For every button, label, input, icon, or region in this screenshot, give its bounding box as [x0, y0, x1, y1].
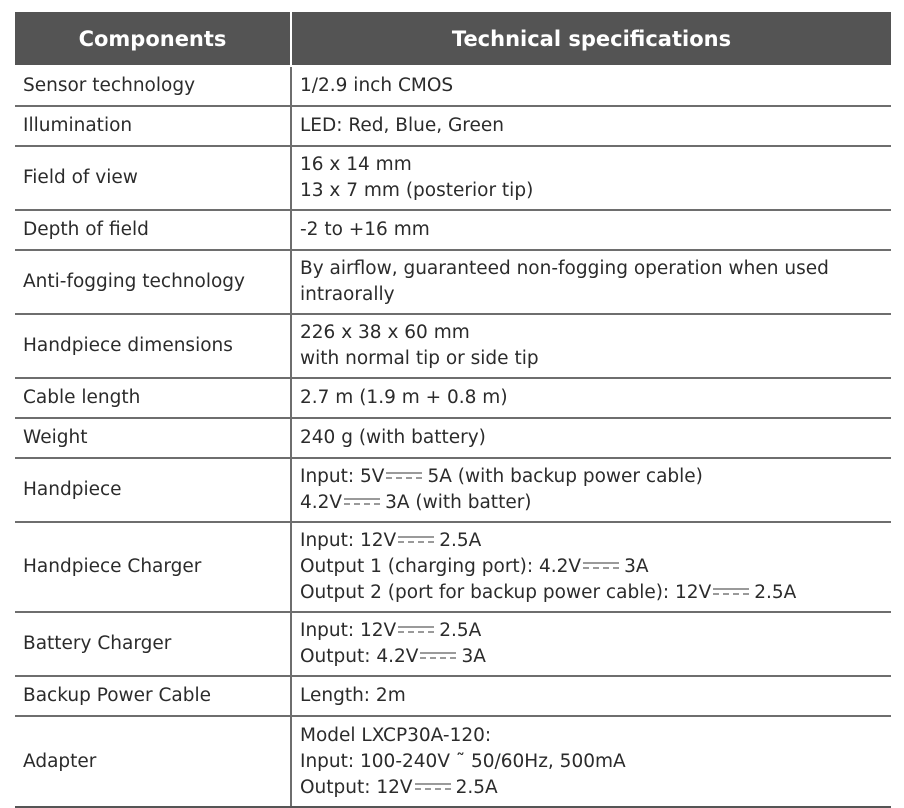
spec-text: 5A (with backup power cable) [427, 466, 703, 487]
dc-current-icon [712, 585, 750, 599]
table-row [15, 314, 891, 378]
spec-line [300, 775, 883, 801]
dc-current-icon [419, 649, 457, 663]
spec-line [300, 464, 883, 490]
table-row [15, 716, 891, 807]
spec-text: Output 2 (port for backup power cable): 12V [300, 582, 712, 603]
spec-text: 2.5A [439, 620, 482, 641]
component-name: Illumination [15, 106, 291, 146]
spec-line [300, 554, 883, 580]
table-row [15, 458, 891, 522]
component-name: Handpiece [15, 458, 291, 522]
table-body [15, 66, 891, 807]
dc-current-icon [414, 780, 452, 794]
specification-value [291, 418, 891, 458]
dc-current-icon [397, 533, 435, 547]
spec-line [300, 113, 883, 139]
spec-text: 240 g (with battery) [300, 427, 486, 448]
component-name: Handpiece dimensions [15, 314, 291, 378]
spec-text: 3A [461, 646, 486, 667]
specification-value [291, 378, 891, 418]
spec-line [300, 644, 883, 670]
table-row [15, 250, 891, 314]
specification-value [291, 716, 891, 807]
component-name: Backup Power Cable [15, 676, 291, 716]
specification-value [291, 314, 891, 378]
table-row [15, 612, 891, 676]
table-row [15, 66, 891, 106]
spec-line [300, 178, 883, 204]
specification-value [291, 676, 891, 716]
spec-text: 2.5A [754, 582, 797, 603]
specification-value [291, 522, 891, 612]
spec-line [300, 320, 883, 346]
spec-line [300, 346, 883, 372]
spec-text: 1/2.9 inch CMOS [300, 75, 454, 96]
spec-text: Length: 2m [300, 685, 406, 706]
spec-text: 2.5A [455, 776, 498, 798]
spec-text: 4.2V [300, 492, 343, 513]
spec-line [300, 580, 883, 606]
table-header-row [15, 12, 891, 66]
dc-current-icon [343, 495, 381, 509]
spec-text: 226 x 38 x 60 mm [300, 322, 470, 343]
spec-line [300, 683, 883, 709]
spec-text: 2.5A [439, 530, 482, 551]
spec-line [300, 490, 883, 516]
table-row [15, 522, 891, 612]
spec-line [300, 152, 883, 178]
specification-value [291, 66, 891, 106]
spec-text: -2 to +16 mm [300, 219, 430, 240]
header-components: Components [15, 12, 291, 66]
component-name: Anti-fogging technology [15, 250, 291, 314]
dc-current-icon [397, 623, 435, 637]
spec-line [300, 256, 883, 308]
component-name: Field of view [15, 146, 291, 210]
component-name: Battery Charger [15, 612, 291, 676]
component-name: Weight [15, 418, 291, 458]
table-row [15, 146, 891, 210]
spec-line [300, 425, 883, 451]
spec-text: 3A [624, 556, 649, 577]
specification-value [291, 458, 891, 522]
dc-current-icon [582, 559, 620, 573]
spec-text: 2.7 m (1.9 m + 0.8 m) [300, 387, 508, 408]
spec-text: Input: 100-240V ˜ 50/60Hz, 500mA [300, 750, 626, 772]
spec-line [300, 618, 883, 644]
spec-line [300, 749, 883, 775]
table-row [15, 418, 891, 458]
specification-value [291, 250, 891, 314]
spec-line [300, 528, 883, 554]
spec-text: LED: Red, Blue, Green [300, 115, 504, 136]
specification-value [291, 612, 891, 676]
spec-table [15, 12, 891, 808]
table-row [15, 210, 891, 250]
dc-current-icon [385, 469, 423, 483]
table-row [15, 106, 891, 146]
spec-text: 16 x 14 mm [300, 154, 412, 175]
spec-text: Output 1 (charging port): 4.2V [300, 556, 582, 577]
component-name: Sensor technology [15, 66, 291, 106]
spec-text: By airflow, guaranteed non-fogging operation when used intraorally [300, 258, 829, 305]
spec-line [300, 723, 883, 749]
spec-text: 3A (with batter) [385, 492, 532, 513]
spec-table-container [15, 12, 891, 808]
component-name: Depth of field [15, 210, 291, 250]
spec-text: Input: 12V [300, 530, 397, 551]
component-name: Cable length [15, 378, 291, 418]
spec-text: Model LXCP30A-120: [300, 724, 492, 746]
specification-value [291, 106, 891, 146]
component-name: Adapter [15, 716, 291, 807]
spec-text: Input: 12V [300, 620, 397, 641]
specification-value [291, 146, 891, 210]
spec-text: Output: 4.2V [300, 646, 419, 667]
component-name: Handpiece Charger [15, 522, 291, 612]
spec-line [300, 217, 883, 243]
specification-value [291, 210, 891, 250]
spec-text: Output: 12V [300, 776, 413, 798]
spec-line [300, 385, 883, 411]
spec-text: 13 x 7 mm (posterior tip) [300, 180, 534, 201]
table-row [15, 378, 891, 418]
spec-line [300, 73, 883, 99]
table-row [15, 676, 891, 716]
spec-text: with normal tip or side tip [300, 348, 539, 369]
header-technical-specifications: Technical specifications [291, 12, 891, 66]
spec-text: Input: 5V [300, 466, 385, 487]
